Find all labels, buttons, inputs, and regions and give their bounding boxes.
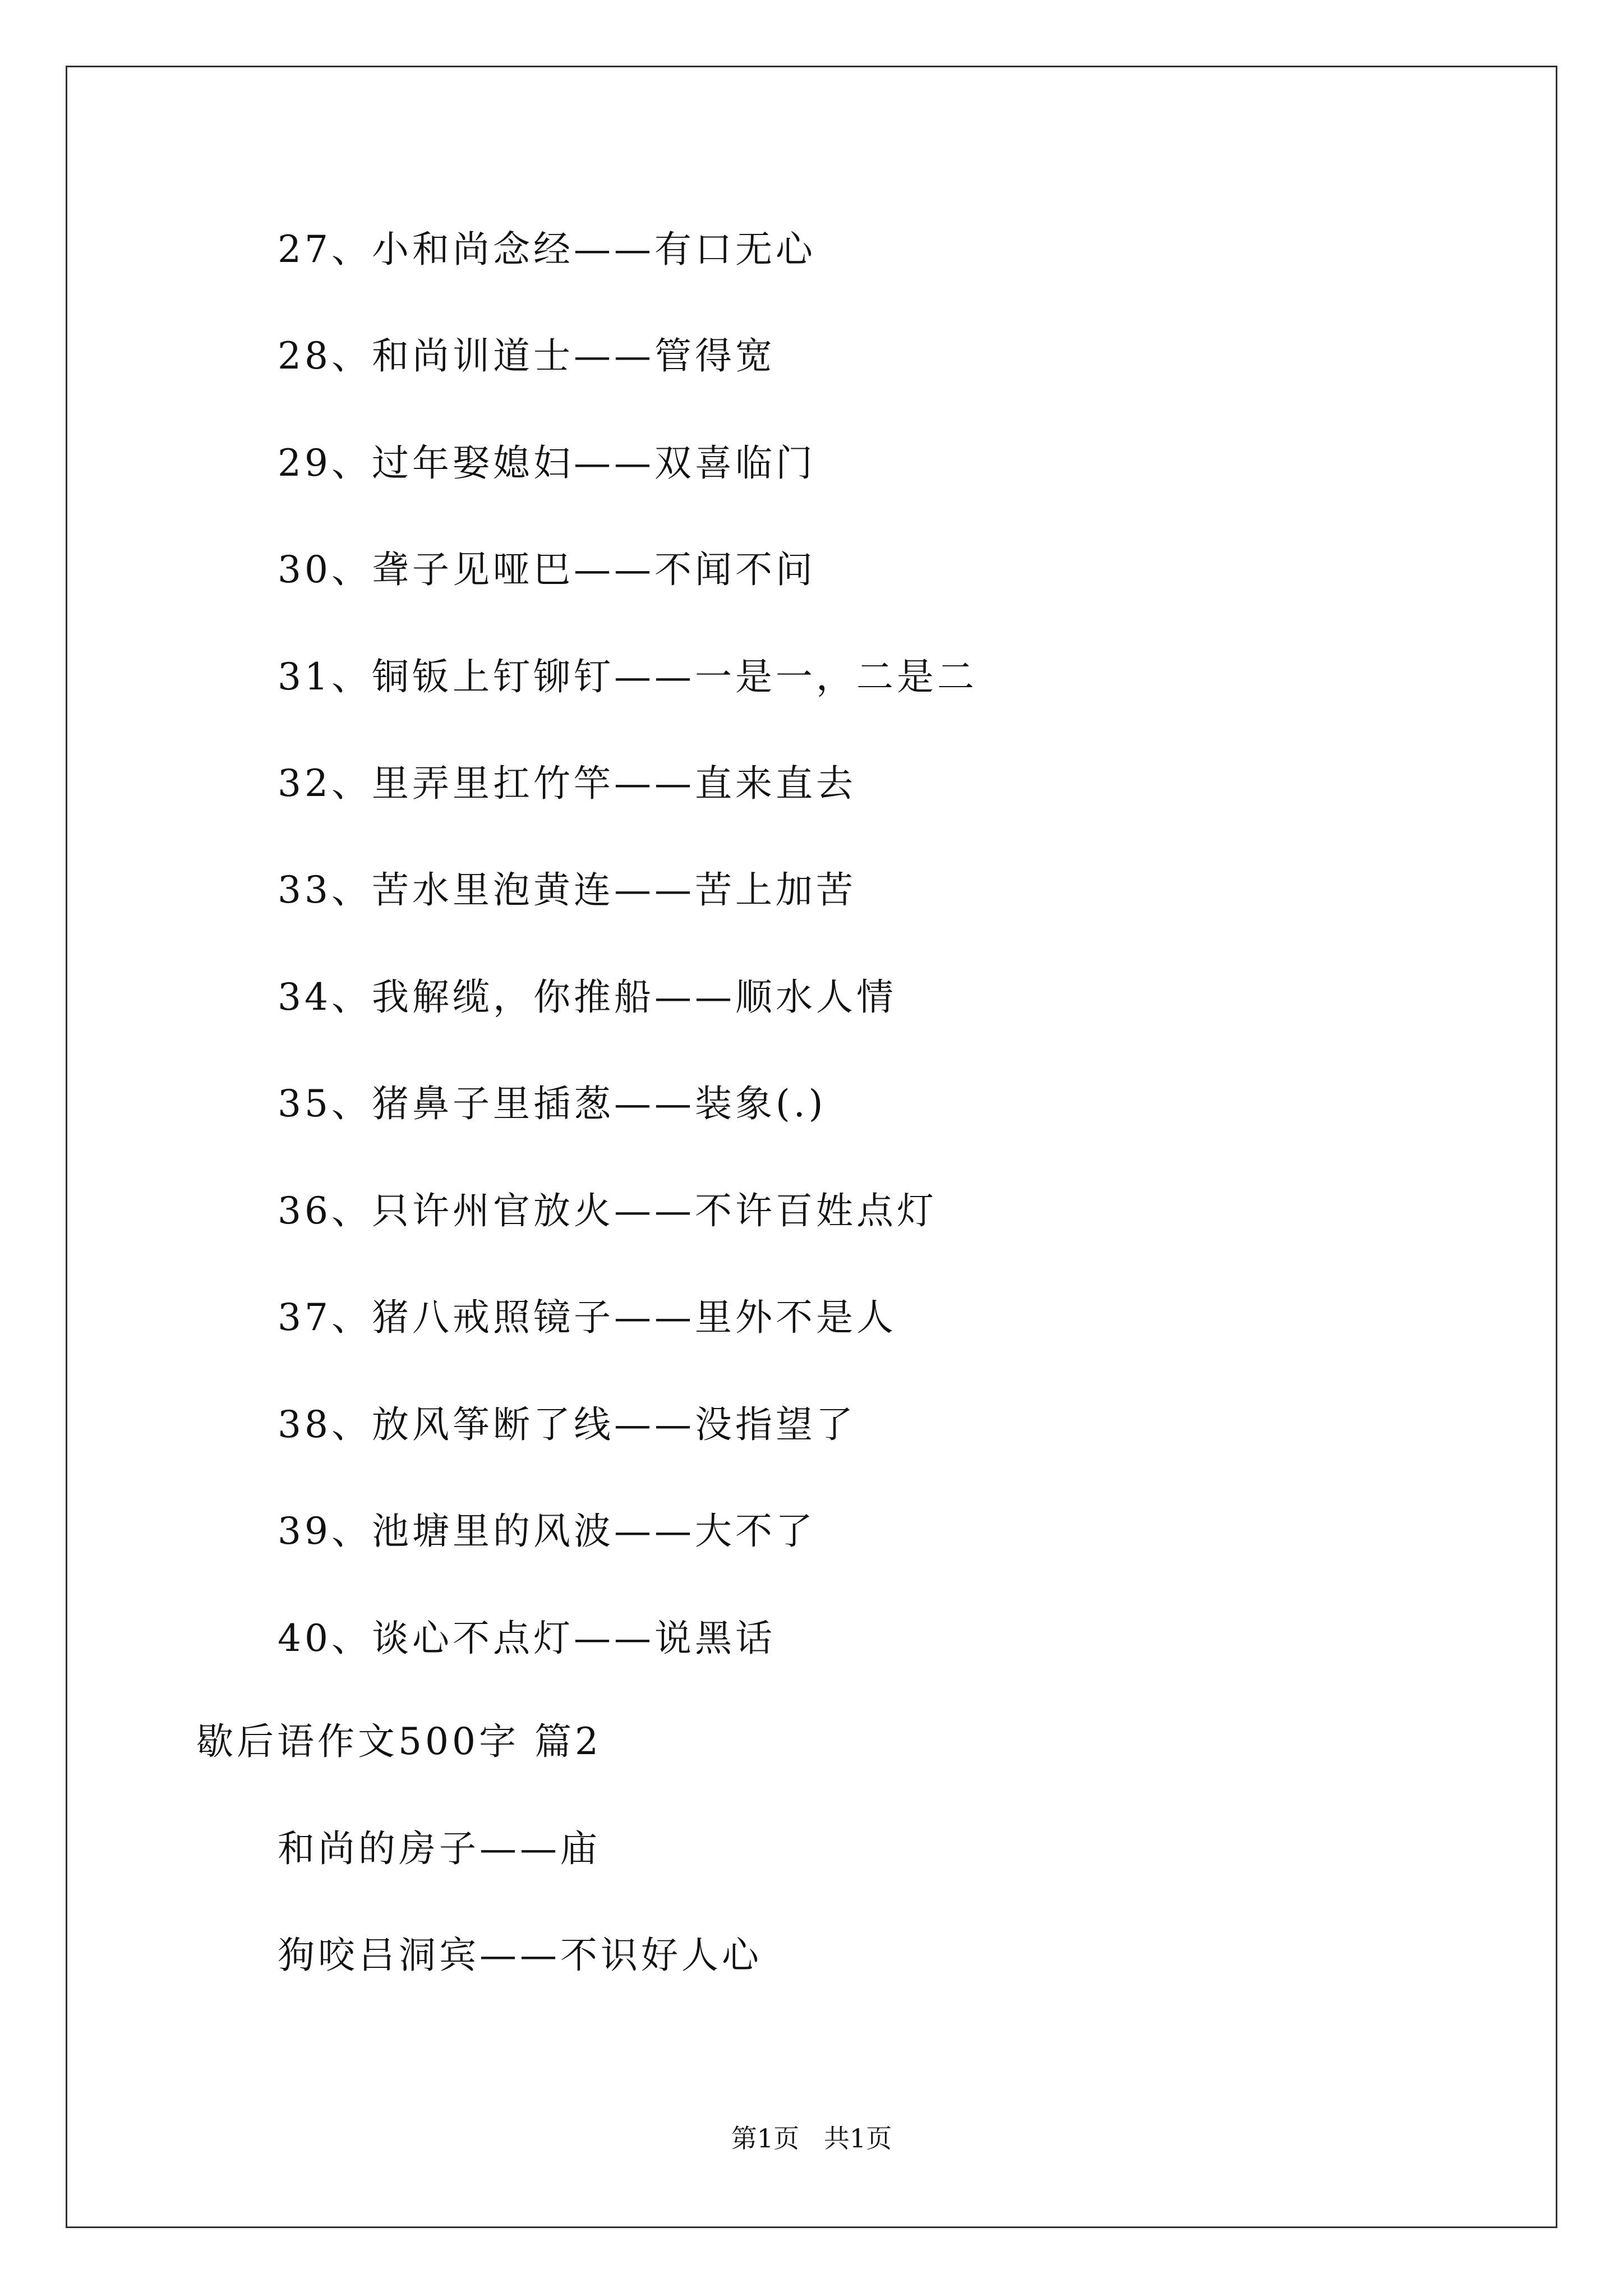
proverb-line: 30、聋子见哑巴——不闻不问 — [278, 548, 816, 591]
proverb-line: 34、我解缆，你推船——顺水人情 — [278, 976, 897, 1019]
proverb-line: 27、小和尚念经——有口无心 — [278, 228, 816, 271]
section-heading: 歇后语作文500字 篇2 — [196, 1720, 602, 1763]
proverb-line: 35、猪鼻子里插葱——装象(.) — [278, 1082, 827, 1125]
proverb-line: 37、猪八戒照镜子——里外不是人 — [278, 1296, 897, 1339]
page-footer: 第1页 共1页 — [731, 2123, 892, 2154]
proverb-line: 36、只许州官放火——不许百姓点灯 — [278, 1189, 937, 1232]
proverb-line: 32、里弄里扛竹竿——直来直去 — [278, 762, 856, 805]
page-border — [66, 66, 1557, 2228]
proverb-line: 和尚的房子——庙 — [278, 1827, 601, 1870]
proverb-line: 39、池塘里的风波——大不了 — [278, 1510, 816, 1553]
proverb-line: 40、谈心不点灯——说黑话 — [278, 1617, 776, 1660]
proverb-line: 狗咬吕洞宾——不识好人心 — [278, 1934, 762, 1977]
proverb-line: 28、和尚训道士——管得宽 — [278, 334, 776, 378]
proverb-line: 29、过年娶媳妇——双喜临门 — [278, 441, 816, 485]
proverb-line: 33、苦水里泡黄连——苦上加苦 — [278, 868, 856, 912]
proverb-line: 31、铜钣上钉铆钉——一是一，二是二 — [278, 655, 978, 698]
proverb-line: 38、放风筝断了线——没指望了 — [278, 1403, 856, 1446]
